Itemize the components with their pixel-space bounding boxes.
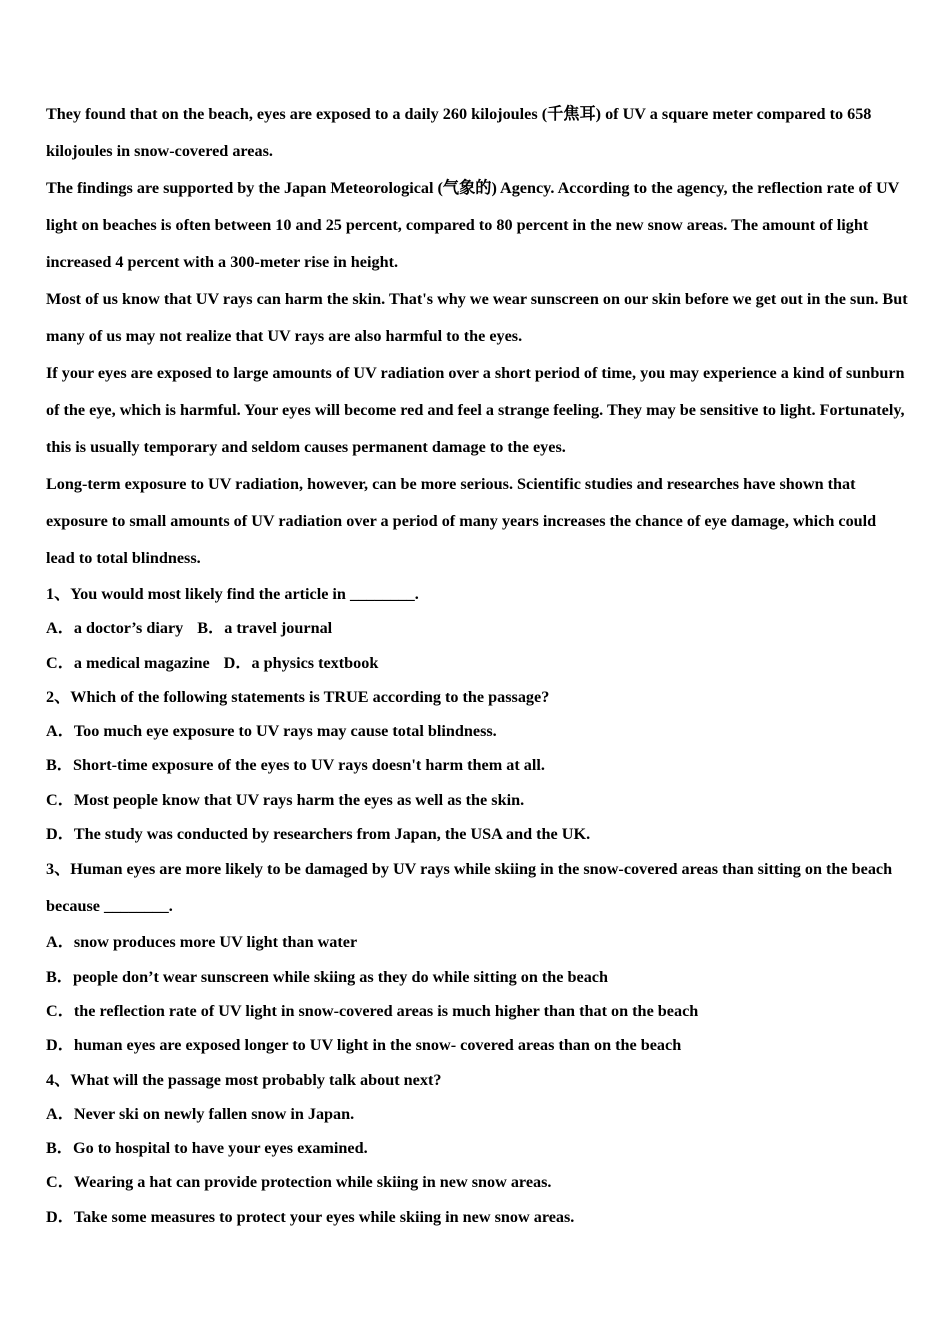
question-1 xyxy=(46,577,908,680)
question-3-option-b[interactable]: B．people don’t wear sunscreen while skiing as they do while sitting on the beach xyxy=(46,967,608,986)
question-3-option-a[interactable]: A．snow produces more UV light than water xyxy=(46,933,358,952)
question-2-option-d[interactable]: D．The study was conducted by researchers from Japan, the USA and the UK. xyxy=(46,825,591,844)
question-3-option-c[interactable]: C．the reflection rate of UV light in snow-covered areas is much higher than that on the beach xyxy=(46,1001,699,1020)
passage-paragraph-4: If your eyes are exposed to large amounts of UV radiation over a short period of time, you may experience a kind of sunburn of the eye, which is harmful. Your eyes will become red and feel a strange feeling. They may be sensitive to light. Fortunately, this is usually temporary and seldom causes permanent damage to the eyes. xyxy=(46,364,905,456)
question-2-option-c[interactable]: C．Most people know that UV rays harm the eyes as well as the skin. xyxy=(46,790,525,809)
question-2 xyxy=(46,680,908,851)
passage-paragraph-2: The findings are supported by the Japan Meteorological (气象的) Agency. According to the agency, the reflection rate of UV light on beaches is often between 10 and 25 percent, compared to 80 percent in the new snow areas. The amount of light increased 4 percent with a 300-meter rise in height. xyxy=(46,179,900,271)
passage-paragraph-5: Long-term exposure to UV radiation, however, can be more serious. Scientific studies and researches have shown that exposure to small amounts of UV radiation over a period of many years increases the chance of eye damage, which could lead to total blindness. xyxy=(46,475,877,567)
question-4-stem: 4、What will the passage most probably talk about next? xyxy=(46,1070,442,1089)
question-4-option-c[interactable]: C．Wearing a hat can provide protection while skiing in new snow areas. xyxy=(46,1173,552,1192)
question-1-option-d[interactable]: D．a physics textbook xyxy=(223,653,379,672)
question-1-option-c[interactable]: C．a medical magazine xyxy=(46,653,210,672)
question-1-options-row-2 xyxy=(46,646,908,680)
question-1-option-b[interactable]: B．a travel journal xyxy=(197,619,333,638)
question-4-option-d[interactable]: D．Take some measures to protect your eyes while skiing in new snow areas. xyxy=(46,1207,575,1226)
question-2-option-a[interactable]: A．Too much eye exposure to UV rays may cause total blindness. xyxy=(46,722,497,741)
question-4 xyxy=(46,1063,908,1234)
passage-paragraph-1: They found that on the beach, eyes are exposed to a daily 260 kilojoules (千焦耳) of UV a square meter compared to 658 kilojoules in snow-covered areas. xyxy=(46,105,872,160)
reading-passage xyxy=(46,96,908,577)
question-4-option-a[interactable]: A．Never ski on newly fallen snow in Japan. xyxy=(46,1104,355,1123)
document-page xyxy=(46,96,908,1234)
question-3-stem: 3、Human eyes are more likely to be damaged by UV rays while skiing in the snow-covered areas than sitting on the beach because ________. xyxy=(46,860,893,916)
question-1-options-row-1 xyxy=(46,611,908,645)
question-4-option-b[interactable]: B．Go to hospital to have your eyes examined. xyxy=(46,1139,368,1158)
question-1-option-a[interactable]: A．a doctor’s diary xyxy=(46,619,184,638)
question-2-option-b[interactable]: B．Short-time exposure of the eyes to UV rays doesn't harm them at all. xyxy=(46,756,545,775)
question-2-stem: 2、Which of the following statements is TRUE according to the passage? xyxy=(46,687,550,706)
question-3-option-d[interactable]: D．human eyes are exposed longer to UV light in the snow- covered areas than on the beach xyxy=(46,1036,682,1055)
passage-paragraph-3: Most of us know that UV rays can harm the skin. That's why we wear sunscreen on our skin before we get out in the sun. But many of us may not realize that UV rays are also harmful to the eyes. xyxy=(46,290,908,345)
question-3 xyxy=(46,851,908,1062)
question-1-stem: 1、You would most likely find the article in ________. xyxy=(46,585,419,603)
